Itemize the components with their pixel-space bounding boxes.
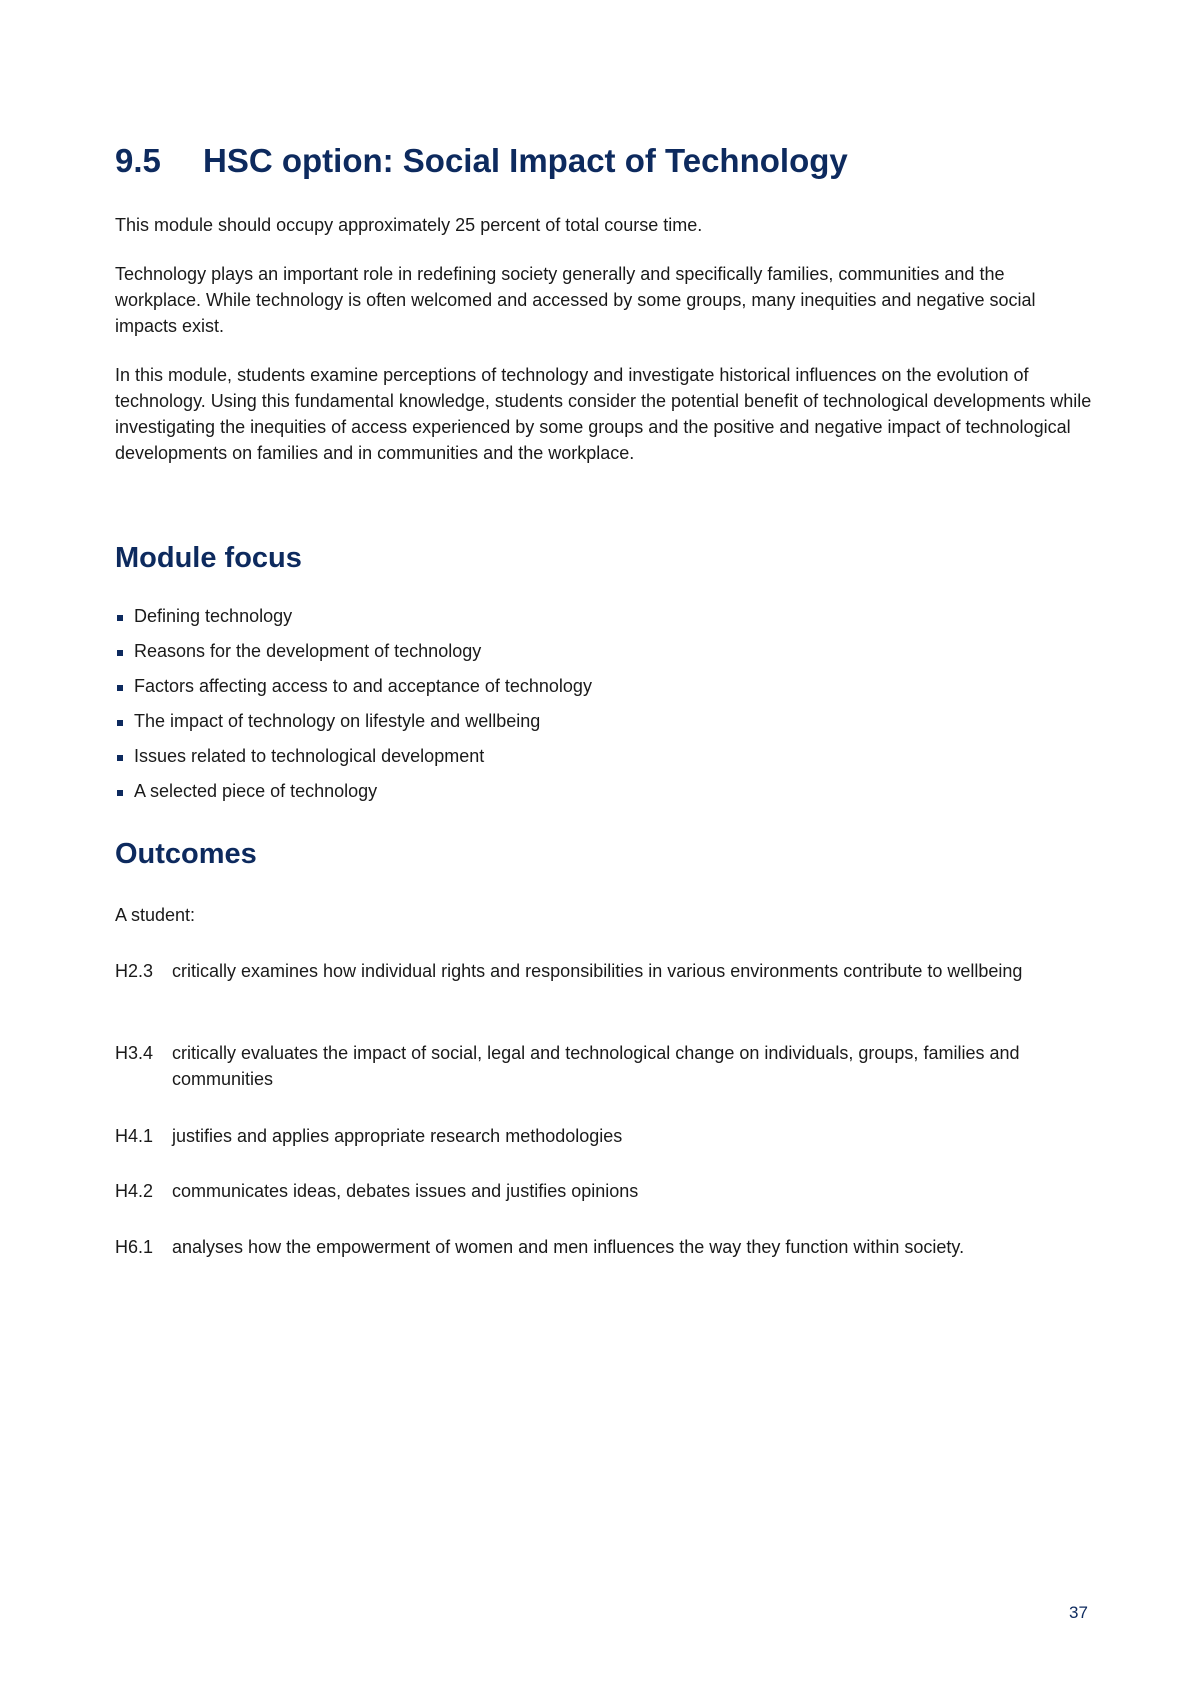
list-item-text: Factors affecting access to and acceptance of technology xyxy=(134,676,592,696)
outcomes-heading: Outcomes xyxy=(115,838,257,870)
module-focus-list xyxy=(115,603,592,813)
outcome-code: H4.1 xyxy=(115,1126,154,1146)
square-bullet-icon xyxy=(117,720,123,726)
section-title-text: HSC option: Social Impact of Technology xyxy=(203,142,848,179)
list-item xyxy=(115,673,592,708)
outcome-item xyxy=(115,1178,1095,1204)
list-item-text: Issues related to technological development xyxy=(134,746,485,766)
list-item xyxy=(115,638,592,673)
list-item xyxy=(115,708,592,743)
outcome-code: H3.4 xyxy=(115,1043,154,1063)
course-time-paragraph: This module should occupy approximately 25 percent of total course time. xyxy=(115,215,703,235)
outcome-item xyxy=(115,958,1095,984)
list-item-text: Defining technology xyxy=(134,606,293,626)
square-bullet-icon xyxy=(117,790,123,796)
outcomes-intro: A student: xyxy=(115,905,196,925)
outcome-text: analyses how the empowerment of women and men influences the way they function within society. xyxy=(172,1237,965,1257)
square-bullet-icon xyxy=(117,650,123,656)
outcome-item xyxy=(115,1234,1095,1260)
module-description-paragraph: In this module, students examine perceptions of technology and investigate historical influences on the evolution of technology. Using this fundamental knowledge, students consider the potential benefit of technological developments while investigating the inequities of access experienced by some groups and the positive and negative impact of technological developments on families and in communities and the workplace. xyxy=(115,365,1092,463)
square-bullet-icon xyxy=(117,755,123,761)
outcome-text: communicates ideas, debates issues and justifies opinions xyxy=(172,1181,639,1201)
outcome-text: critically examines how individual rights and responsibilities in various environments contribute to wellbeing xyxy=(172,961,1023,981)
section-title xyxy=(115,142,848,180)
outcome-code: H4.2 xyxy=(115,1181,154,1201)
outcome-item xyxy=(115,1123,1095,1149)
technology-role-paragraph: Technology plays an important role in redefining society generally and specifically families, communities and the workplace. While technology is often welcomed and accessed by some groups, many inequities and negative social impacts exist. xyxy=(115,264,1036,336)
page-number: 37 xyxy=(1069,1603,1088,1622)
outcome-text: justifies and applies appropriate research methodologies xyxy=(172,1126,623,1146)
list-item xyxy=(115,743,592,778)
list-item-text: Reasons for the development of technology xyxy=(134,641,482,661)
section-number: 9.5 xyxy=(115,142,161,179)
square-bullet-icon xyxy=(117,615,123,621)
list-item xyxy=(115,778,592,813)
outcome-item xyxy=(115,1040,1095,1092)
outcome-code: H6.1 xyxy=(115,1237,154,1257)
outcome-text: critically evaluates the impact of social, legal and technological change on individuals, groups, families and communities xyxy=(172,1043,1020,1089)
list-item-text: The impact of technology on lifestyle and wellbeing xyxy=(134,711,541,731)
list-item-text: A selected piece of technology xyxy=(134,781,378,801)
module-focus-heading: Module focus xyxy=(115,542,302,574)
list-item xyxy=(115,603,592,638)
outcome-code: H2.3 xyxy=(115,961,154,981)
square-bullet-icon xyxy=(117,685,123,691)
